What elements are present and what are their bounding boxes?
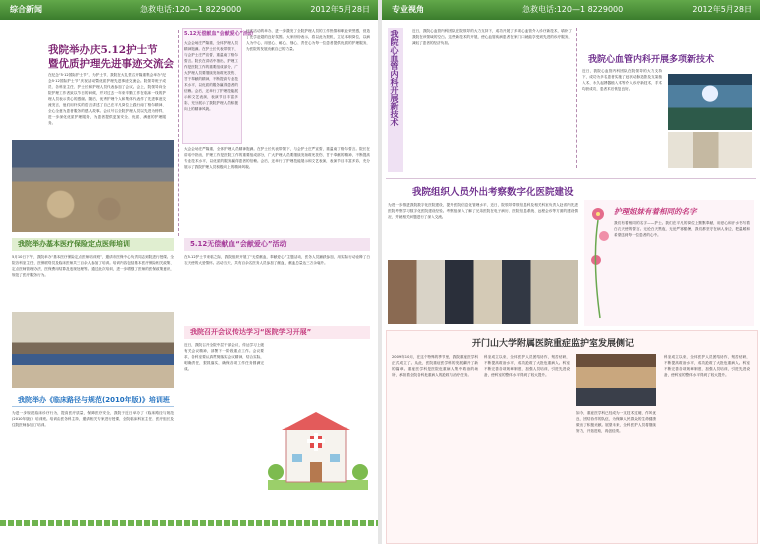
section-name: 综合新闻 xyxy=(10,5,42,14)
column-divider xyxy=(576,28,577,168)
right-page xyxy=(382,0,760,544)
cath-lab-photo xyxy=(668,132,752,168)
column3-body: 这次活动的举办，进一步激发了全院护理人员的工作热情和职业荣誉感，营造了比学赶超的良好氛围。大家纷纷表示，将以此为契机，立足本职岗位，以病人为中心，用爱心、耐心、细心、责任心为每一位患者提供优质的护理服务，为医院的发展贡献自己的力量。 xyxy=(246,29,370,51)
icu-feature-col3: 如今，重症医学科已经成为一支技术过硬、作风优良、团结协作的队伍，为保障人民群众的生命健康做出了积极贡献。展望未来，全科医护人员将继续努力，开拓进取，再创佳绩。 xyxy=(576,411,656,433)
main-article-body: 在纪念“5·12国际护士节”，为护士节，我院在大礼堂召开隆重集会举办“纪念5·12国际护士节”庆祝活动暨优质护理先进事迹交流会。院领导班子成员、各科室主任、护士长和护理人员代表参加了会议。会上，院领导向全院护理工作者致以节日的问候，并对过去一年来辛勤工作在临床一线的护理人员表示衷心的感谢。随后，优秀护理个人和集体代表作了先进事迹交流发言，他们用朴实的语言讲述了自己在平凡岗位上践行南丁格尔精神、全心全意为患者服务的感人故事。会议号召全院护理人员以先进为榜样，进一步深化优质护理服务，为患者提供更加安全、优质、满意的护理服务。 xyxy=(48,73,166,125)
main-headline-line2: 暨优质护理先进事迹交流会 xyxy=(48,58,174,70)
headline-clinical-pathway: 我院举办《临床路径与规范(2010年版)》培训班 xyxy=(12,394,174,407)
main-headline-line1: 我院举办庆5.12护士节 xyxy=(48,44,158,56)
poem-title: 护理姐妹有着相同的名字 xyxy=(614,207,697,216)
training-photo xyxy=(12,312,174,388)
digital-hospital-body: 为进一步推进我院数字化医院建设，提升医院信息化管理水平，近日，院领导带领信息科及相关科室负责人赴省内先进医院考察学习数字化医院建设经验。考察组深入了解了兄弟医院在电子病历、医院信息系统、远程会诊等方面的建设情况，并就相关问题进行了深入交流。 xyxy=(388,203,578,219)
vertical-headline: 我院心血管内科开展新技术 xyxy=(388,28,403,172)
emergency-phone: 急救电话:120—1 8229000 xyxy=(140,5,242,14)
poem-body: 我们有着相同的名字——护士。我们在平凡的岗位上默默奉献，用爱心和汗水书写着白衣天使的誓言。无论白天黑夜，无论严寒酷暑，我们都坚守在病人身边，把温暖和希望送到每一位患者的心中。 xyxy=(614,221,750,237)
cardiology-intro-body: 近日，我院心血管内科团队在院领导的大力支持下，成功开展了多项心血管介入诊疗新技术，填补了我院在该领域的空白。这些新技术的开展，使心血管疾病患者在家门口就能享受到先进的诊疗服务，减轻了患者的经济负担。 xyxy=(412,29,572,45)
sidebar-label: 5.12无偿献血“会献爱心”活动 xyxy=(184,31,253,37)
hospital-building-illustration xyxy=(268,406,368,490)
continued-body: 大会会场庄严隆重，全体护理人员精神饱满。在护士长代表带领下，与会护士庄严宣誓，重温南丁格尔誓言。院长在讲话中指出，护理工作是医院工作的重要组成部分，广大护理人员要继续发扬救死扶伤、甘于奉献的精神，不断提高专业技术水平，以优质的服务赢得患者的信赖。会后，还举行了护理技能展示和文艺表演，表演节目丰富多彩，充分展示了我院护理人员积极向上的精神风貌。 xyxy=(184,147,370,169)
section-divider xyxy=(386,178,756,179)
cardiology-body: 近日，我院心血管内科团队在院领导的大力支持下，成功为多名患者实施了冠状动脉造影及支架植入术、永久起搏器植入术等介入诊疗新技术，手术均获成功，患者术后恢复良好。 xyxy=(582,69,662,91)
issue-date: 2012年5月28日 xyxy=(692,5,752,14)
blood-donation-body: 在5.12护士节来临之际，我院组织开展了“无偿献血，奉献爱心”主题活动，医务人员踊跃参加，用实际行动诠释了白衣天使的大爱情怀。活动当天，共有百余名医务人员参加了献血，献血总量达三万余毫升。 xyxy=(184,255,370,265)
digital-hospital-headline: 我院组织人员外出考察数字化医院建设 xyxy=(412,187,574,198)
sidebar-body: 大会会场庄严隆重，全体护理人员精神饱满。在护士长代表带领下，与会护士庄严宣誓，重温南丁格尔誓言。院长在讲话中指出，护理工作是医院工作的重要组成部分，广大护理人员要继续发扬救死扶伤、甘于奉献的精神，不断提高专业技术水平，以优质的服务赢得患者的信赖。会后，还举行了护理技能展示和文艺表演，表演节目丰富多彩，充分展示了我院护理人员积极向上的精神风貌。 xyxy=(184,41,238,111)
headline-hospital-meeting: 我院召开会议传达学习“医院学习开展” xyxy=(184,326,370,339)
hospital-meeting-body: 近日，我院召开全院中层干部会议，传达学习上级有关会议精神，部署下一阶段重点工作。会议要求，各科室要认真贯彻落实会议精神，结合实际，明确责任，狠抓落实，确保各项工作任务圆满完成。 xyxy=(184,343,264,371)
issue-date: 2012年5月28日 xyxy=(310,5,370,14)
emergency-phone: 急救电话:120—1 8229000 xyxy=(522,5,624,14)
left-header xyxy=(0,0,378,20)
column-divider xyxy=(178,30,179,236)
medical-insurance-body: 5月10日下午，我院举办“基本医疗保险定点医师培训班”，邀请市医保中心负责同志到院进行授课。全院各科室主任、医保联络员及临床医师共三百余人参加了培训。培训内容包括基本医疗保险相关政策、定点医师管理办法、医保费用结算及违规处理等。通过此次培训，进一步增强了医师的医保政策意识，规范了医疗服务行为。 xyxy=(12,255,174,277)
section-name: 专业视角 xyxy=(392,5,424,14)
icu-staff-photo xyxy=(576,354,656,406)
left-page xyxy=(0,0,378,544)
icu-feature-col2: 科室成立以来，全体医护人员团结协作，刻苦钻研，不断提高救治水平，成功抢救了大批危重病人。科室不断完善各项规章制度，加强人员培训，引进先进设备，使科室的整体水平得到了较大提升。 xyxy=(484,355,570,377)
icu-feature-col4: 科室成立以来，全体医护人员团结协作，刻苦钻研，不断提高救治水平，成功抢救了大批危重病人。科室不断完善各项规章制度，加强人员培训，引进先进设备，使科室的整体水平得到了较大提升。 xyxy=(664,355,750,377)
headline-medical-insurance: 我院举办基本医疗保险定点医师培训 xyxy=(12,238,174,251)
clinical-pathway-body: 为进一步规范临床诊疗行为，提高医疗质量，保障医疗安全，我院于近日举办了《临床路径与规范(2010年版)》培训班。培训由医务科主持，邀请相关专家进行授课，全院临床科室主任、医疗组长及住院医师参加了培训。 xyxy=(12,411,174,427)
surgery-photo xyxy=(668,74,752,130)
cardiology-headline: 我院心血管内科开展多项新技术 xyxy=(588,55,715,65)
right-header xyxy=(382,0,760,20)
flower-decoration-icon xyxy=(588,200,612,320)
headline-blood-donation: 5.12无偿献血“会献爱心”活动 xyxy=(184,238,370,251)
site-visit-photo xyxy=(388,260,578,324)
icu-feature-col1: 2009年10月，在这个特殊的季节里，我院重症医学科正式成立了。从此，医院重症医学科的发展翻开了新的篇章。重症医学科是医院危重病人集中救治的场所，承担着全院各科危重病人的抢救与治疗任务。 xyxy=(392,355,478,377)
icu-feature-headline: 开门山大学附属医院重症监护室发展侧记 xyxy=(472,339,635,349)
assembly-photo xyxy=(12,140,174,232)
footer-wave xyxy=(0,520,378,526)
